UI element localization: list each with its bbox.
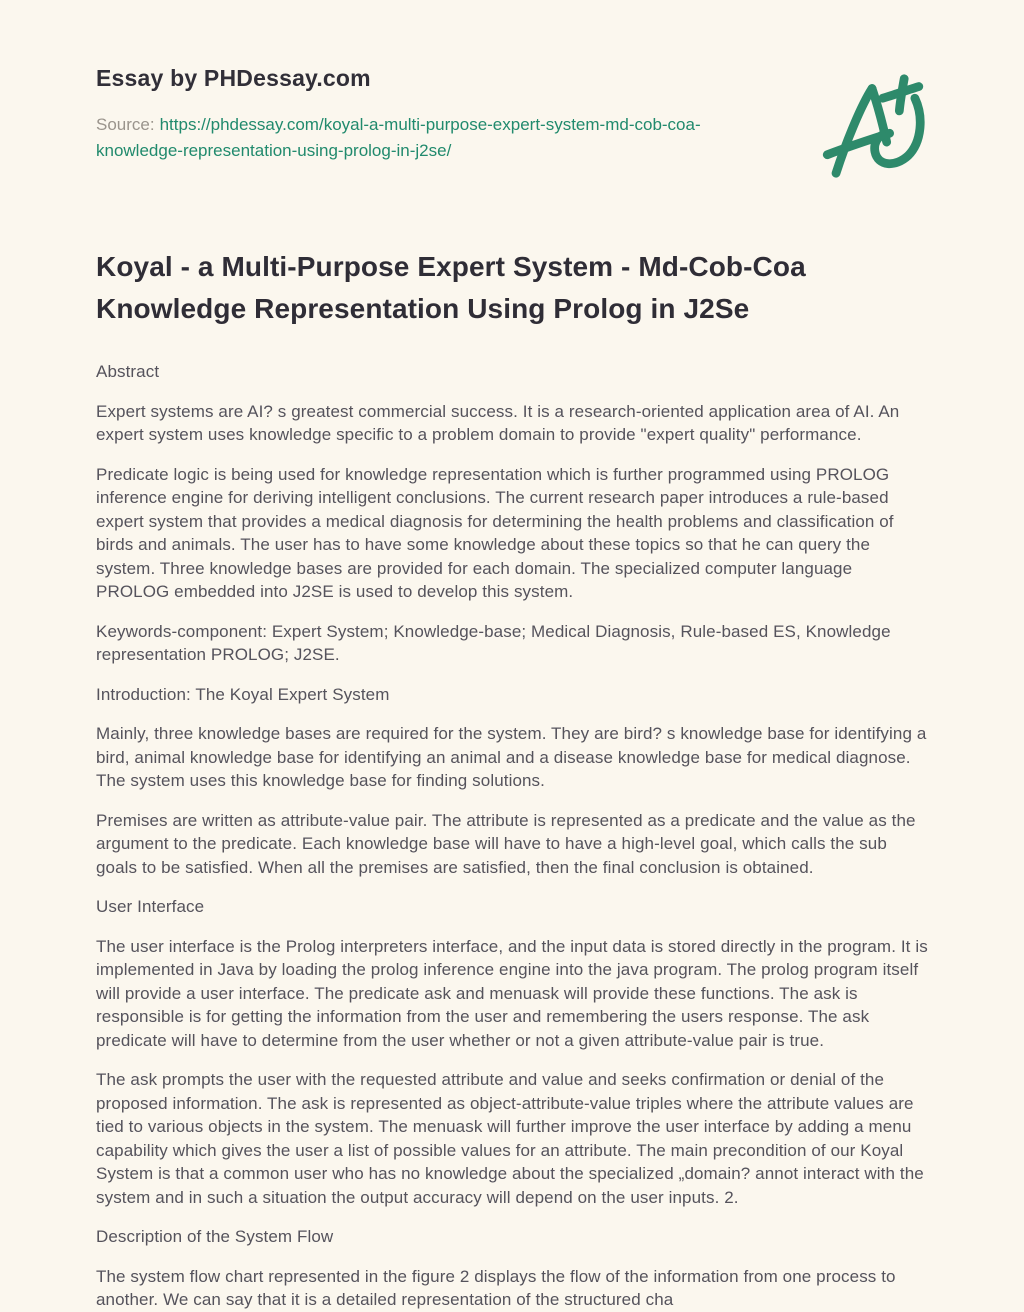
- essay-paragraph-keywords: Keywords-component: Expert System; Knowledge-base; Medical Diagnosis, Rule-based ES, Knowledge representation PROLOG; J2SE.: [96, 621, 891, 664]
- section-heading-introduction: Introduction: The Koyal Expert System: [96, 684, 390, 704]
- source-link[interactable]: https://phdessay.com/koyal-a-multi-purpose-expert-system-md-cob-coa-knowledge-representation-using-prolog-in-j2se/: [96, 115, 701, 160]
- phdessay-logo: [820, 70, 928, 182]
- section-heading-system-flow: Description of the System Flow: [96, 1227, 334, 1246]
- essay-paragraph: The system flow chart represented in the figure 2 displays the flow of the information from one process to another. We can say that it is a detailed representation of the structured cha: [96, 1266, 896, 1309]
- essay-paragraph: Premises are written as attribute-value pair. The attribute is represented as a predicate and the value as the argument to the predicate. Each knowledge base will have to have a high-level goal, which calls the sub goals to be satisfied. When all the premises are satisfied, then the final conclusion is obtained.: [96, 810, 916, 877]
- header: [96, 56, 928, 182]
- essay-paragraph: Predicate logic is being used for knowledge representation which is further programmed using PROLOG inference engine for deriving intelligent conclusions. The current research paper introduces a rule-based expert system that provides a medical diagnosis for determining the health problems and classification of birds and animals. The user has to have some knowledge about these topics so that he can query the system. Three knowledge bases are provided for each domain. The specialized computer language PROLOG embedded into J2SE is used to develop this system.: [96, 464, 894, 601]
- essay-body: [96, 360, 928, 1312]
- essay-paragraph: The ask prompts the user with the requested attribute and value and seeks confirmation or denial of the proposed information. The ask is represented as object-attribute-value triples where the attribute values are tied to various objects in the system. The menuask will further improve the user interface by adding a menu capability which gives the user a list of possible values for an attribute. The main precondition of our Koyal System is that a common user who has no knowledge about the specialized „domain? annot interact with the system and in such a situation the output accuracy will depend on the user inputs. 2.: [96, 1070, 924, 1207]
- header-text-block: [96, 56, 741, 164]
- a-plus-logo-icon: [820, 70, 928, 182]
- source-label: Source:: [96, 115, 155, 134]
- essay-paragraph: Expert systems are AI? s greatest commercial success. It is a research-oriented application area of AI. An expert system uses knowledge specific to a problem domain to provide "expert quality" performance.: [96, 401, 900, 444]
- section-heading-user-interface: User Interface: [96, 897, 205, 916]
- source-line: [96, 112, 741, 164]
- essay-title: Koyal - a Multi-Purpose Expert System - Md-Cob-Coa Knowledge Representation Using Prolog in J2Se: [96, 251, 806, 324]
- site-title: Essay by PHDessay.com: [96, 65, 371, 91]
- essay-paragraph: The user interface is the Prolog interpreters interface, and the input data is stored directly in the program. It is implemented in Java by loading the prolog inference engine into the java program. The prolog program itself will provide a user interface. The predicate ask and menuask will provide these functions. The ask is responsible is for getting the information from the user and remembering the users response. The ask predicate will have to determine from the user whether or not a given attribute-value pair is true.: [96, 936, 928, 1050]
- section-heading-abstract: Abstract: [96, 362, 160, 381]
- essay-paragraph: Mainly, three knowledge bases are required for the system. They are bird? s knowledge base for identifying a bird, animal knowledge base for identifying an animal and a disease knowledge base for medical diagnose. The system uses this knowledge base for finding solutions.: [96, 724, 927, 790]
